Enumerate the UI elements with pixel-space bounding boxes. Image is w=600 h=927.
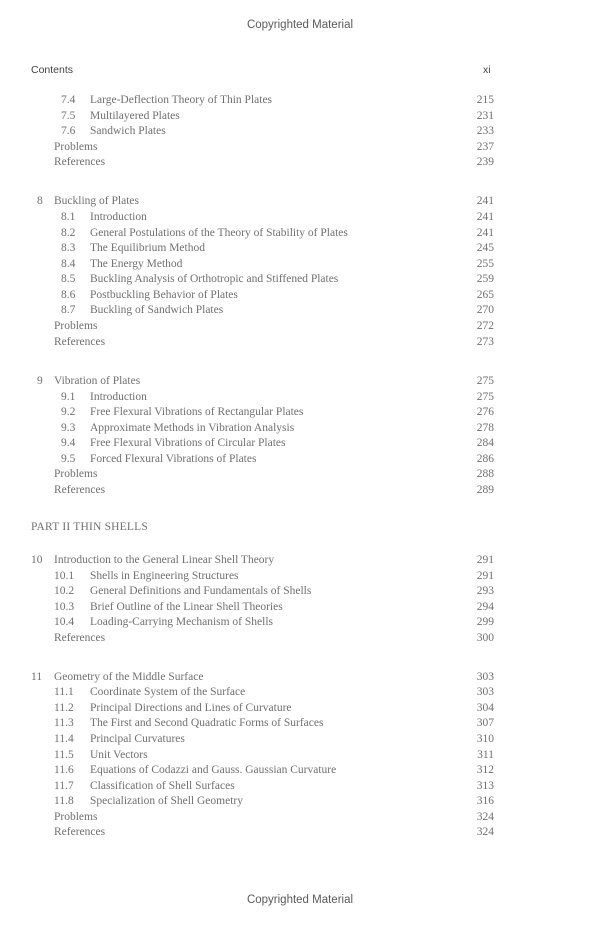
copyright-banner-top: Copyrighted Material: [246, 19, 354, 31]
section-title: Specialization of Shell Geometry: [90, 795, 243, 807]
section-number: 8.6: [61, 289, 76, 301]
section-title: Principal Curvatures: [90, 733, 185, 745]
toc-entry: [0, 748, 600, 763]
chapter-page: 303: [476, 671, 494, 683]
section-page: 278: [476, 422, 494, 434]
section-page: 245: [476, 242, 494, 254]
section-title: Multilayered Plates: [90, 110, 180, 122]
section-page: 237: [476, 141, 494, 153]
chapter-page: 241: [476, 195, 494, 207]
section-title: Introduction: [90, 211, 147, 223]
toc-entry: [0, 405, 600, 420]
section-page: 255: [476, 258, 494, 270]
section-title: Problems: [54, 468, 98, 480]
section-title: Postbuckling Behavior of Plates: [90, 289, 238, 301]
section-page: 324: [476, 811, 494, 823]
toc-entry: [0, 779, 600, 794]
toc-entry: [0, 390, 600, 405]
section-title: References: [54, 632, 106, 644]
section-title: General Postulations of the Theory of Stability of Plates: [90, 227, 348, 239]
toc-entry: [0, 421, 600, 436]
chapter-title: Buckling of Plates: [54, 195, 139, 207]
section-number: 8.2: [61, 227, 76, 239]
section-number: 11.6: [54, 764, 74, 776]
section-page: 239: [476, 156, 494, 168]
section-title: Free Flexural Vibrations of Rectangular Plates: [90, 406, 304, 418]
section-page: 303: [476, 686, 494, 698]
toc-entry: [0, 584, 600, 599]
section-page: 273: [476, 336, 494, 348]
section-page: 265: [476, 289, 494, 301]
section-title: Large-Deflection Theory of Thin Plates: [90, 94, 273, 106]
section-number: 7.6: [61, 125, 76, 137]
section-page: 275: [476, 391, 494, 403]
toc-entry-references: [0, 335, 600, 350]
section-number: 11.4: [54, 733, 74, 745]
section-page: 311: [477, 749, 494, 761]
chapter-page: 275: [476, 375, 494, 387]
section-title: Sandwich Plates: [90, 125, 166, 137]
toc-entry: [0, 615, 600, 630]
section-page: 291: [476, 570, 494, 582]
section-page: 284: [476, 437, 494, 449]
section-page: 316: [476, 795, 494, 807]
toc-entry-references: [0, 631, 600, 646]
toc-entry: [0, 257, 600, 272]
section-title: Problems: [54, 141, 98, 153]
toc-entry-problems: [0, 810, 600, 825]
section-title: Classification of Shell Surfaces: [90, 780, 235, 792]
toc-entry: [0, 794, 600, 809]
section-number: 8.4: [61, 258, 76, 270]
toc-entry-references: [0, 155, 600, 170]
section-title: Shells in Engineering Structures: [90, 570, 239, 582]
section-page: 272: [476, 320, 494, 332]
toc-entry-problems: [0, 140, 600, 155]
toc-entry: [0, 210, 600, 225]
toc-entry-references: [0, 825, 600, 840]
section-page: 313: [476, 780, 494, 792]
toc-entry-references: [0, 483, 600, 498]
toc-entry: [0, 93, 600, 108]
section-number: 8.5: [61, 273, 76, 285]
section-page: 270: [476, 304, 494, 316]
chapter-number: 11: [31, 671, 43, 683]
toc-entry: [0, 569, 600, 584]
page-number: xi: [483, 64, 491, 76]
toc-chapter-10: [0, 553, 600, 568]
chapter-number: 10: [31, 554, 43, 566]
section-title: Forced Flexural Vibrations of Plates: [90, 453, 257, 465]
toc-chapter-8: [0, 194, 600, 209]
toc-chapter-11: [0, 670, 600, 685]
toc-entry: [0, 241, 600, 256]
section-number: 9.5: [61, 453, 76, 465]
toc-entry: [0, 436, 600, 451]
section-title: The Equilibrium Method: [90, 242, 205, 254]
toc-entry: [0, 701, 600, 716]
section-title: Approximate Methods in Vibration Analysis: [90, 422, 295, 434]
section-title: General Definitions and Fundamentals of Shells: [90, 585, 312, 597]
section-number: 7.5: [61, 110, 76, 122]
section-page: 288: [476, 468, 494, 480]
section-title: Equations of Codazzi and Gauss. Gaussian Curvature: [90, 764, 337, 776]
section-number: 11.5: [54, 749, 74, 761]
section-page: 312: [476, 764, 494, 776]
section-number: 9.4: [61, 437, 76, 449]
chapter-number: 9: [37, 375, 43, 387]
section-page: 241: [476, 227, 494, 239]
toc-entry: [0, 452, 600, 467]
section-page: 307: [476, 717, 494, 729]
section-number: 9.2: [61, 406, 76, 418]
section-title: The First and Second Quadratic Forms of Surfaces: [90, 717, 324, 729]
section-title: References: [54, 336, 106, 348]
section-title: Free Flexural Vibrations of Circular Plates: [90, 437, 286, 449]
section-page: 289: [476, 484, 494, 496]
chapter-number: 8: [37, 195, 43, 207]
section-title: Buckling of Sandwich Plates: [90, 304, 224, 316]
section-number: 8.7: [61, 304, 76, 316]
part-heading: PART II THIN SHELLS: [31, 521, 148, 533]
section-page: 286: [476, 453, 494, 465]
chapter-page: 291: [476, 554, 494, 566]
chapter-title: Geometry of the Middle Surface: [54, 671, 204, 683]
section-page: 259: [476, 273, 494, 285]
toc-entry: [0, 600, 600, 615]
section-title: References: [54, 826, 106, 838]
section-number: 10.4: [54, 616, 75, 628]
section-title: Introduction: [90, 391, 147, 403]
copyright-banner-bottom: Copyrighted Material: [246, 894, 354, 906]
section-page: 304: [476, 702, 494, 714]
toc-entry: [0, 124, 600, 139]
section-page: 231: [476, 110, 494, 122]
toc-entry: [0, 109, 600, 124]
section-page: 310: [476, 733, 494, 745]
toc-entry: [0, 716, 600, 731]
section-number: 8.3: [61, 242, 76, 254]
toc-entry: [0, 763, 600, 778]
section-number: 7.4: [61, 94, 76, 106]
section-title: Unit Vectors: [90, 749, 148, 761]
toc-entry: [0, 226, 600, 241]
toc-chapter-9: [0, 374, 600, 389]
section-number: 10.2: [54, 585, 75, 597]
section-title: Coordinate System of the Surface: [90, 686, 246, 698]
section-page: 299: [476, 616, 494, 628]
toc-entry: [0, 732, 600, 747]
toc-entry: [0, 685, 600, 700]
section-number: 9.1: [61, 391, 76, 403]
section-title: Buckling Analysis of Orthotropic and Stiffened Plates: [90, 273, 339, 285]
section-page: 300: [476, 632, 494, 644]
section-title: Problems: [54, 811, 98, 823]
section-page: 294: [476, 601, 494, 613]
section-number: 9.3: [61, 422, 76, 434]
section-title: Problems: [54, 320, 98, 332]
section-title: The Energy Method: [90, 258, 183, 270]
chapter-title: Vibration of Plates: [54, 375, 141, 387]
section-page: 276: [476, 406, 494, 418]
toc-entry: [0, 272, 600, 287]
toc-entry-problems: [0, 319, 600, 334]
section-number: 10.3: [54, 601, 75, 613]
toc-entry: [0, 288, 600, 303]
section-title: Brief Outline of the Linear Shell Theories: [90, 601, 283, 613]
section-page: 324: [476, 826, 494, 838]
section-number: 8.1: [61, 211, 76, 223]
section-title: References: [54, 484, 106, 496]
toc-entry: [0, 303, 600, 318]
section-number: 11.7: [54, 780, 74, 792]
section-number: 11.8: [54, 795, 74, 807]
section-number: 10.1: [54, 570, 75, 582]
toc-entry-problems: [0, 467, 600, 482]
section-number: 11.2: [54, 702, 74, 714]
section-title: Principal Directions and Lines of Curvature: [90, 702, 292, 714]
section-page: 241: [476, 211, 494, 223]
section-number: 11.1: [54, 686, 74, 698]
section-number: 11.3: [54, 717, 74, 729]
running-title: Contents: [31, 64, 74, 76]
section-title: References: [54, 156, 106, 168]
section-page: 293: [476, 585, 494, 597]
section-page: 215: [476, 94, 494, 106]
chapter-title: Introduction to the General Linear Shell Theory: [54, 554, 275, 566]
section-title: Loading-Carrying Mechanism of Shells: [90, 616, 274, 628]
section-page: 233: [476, 125, 494, 137]
